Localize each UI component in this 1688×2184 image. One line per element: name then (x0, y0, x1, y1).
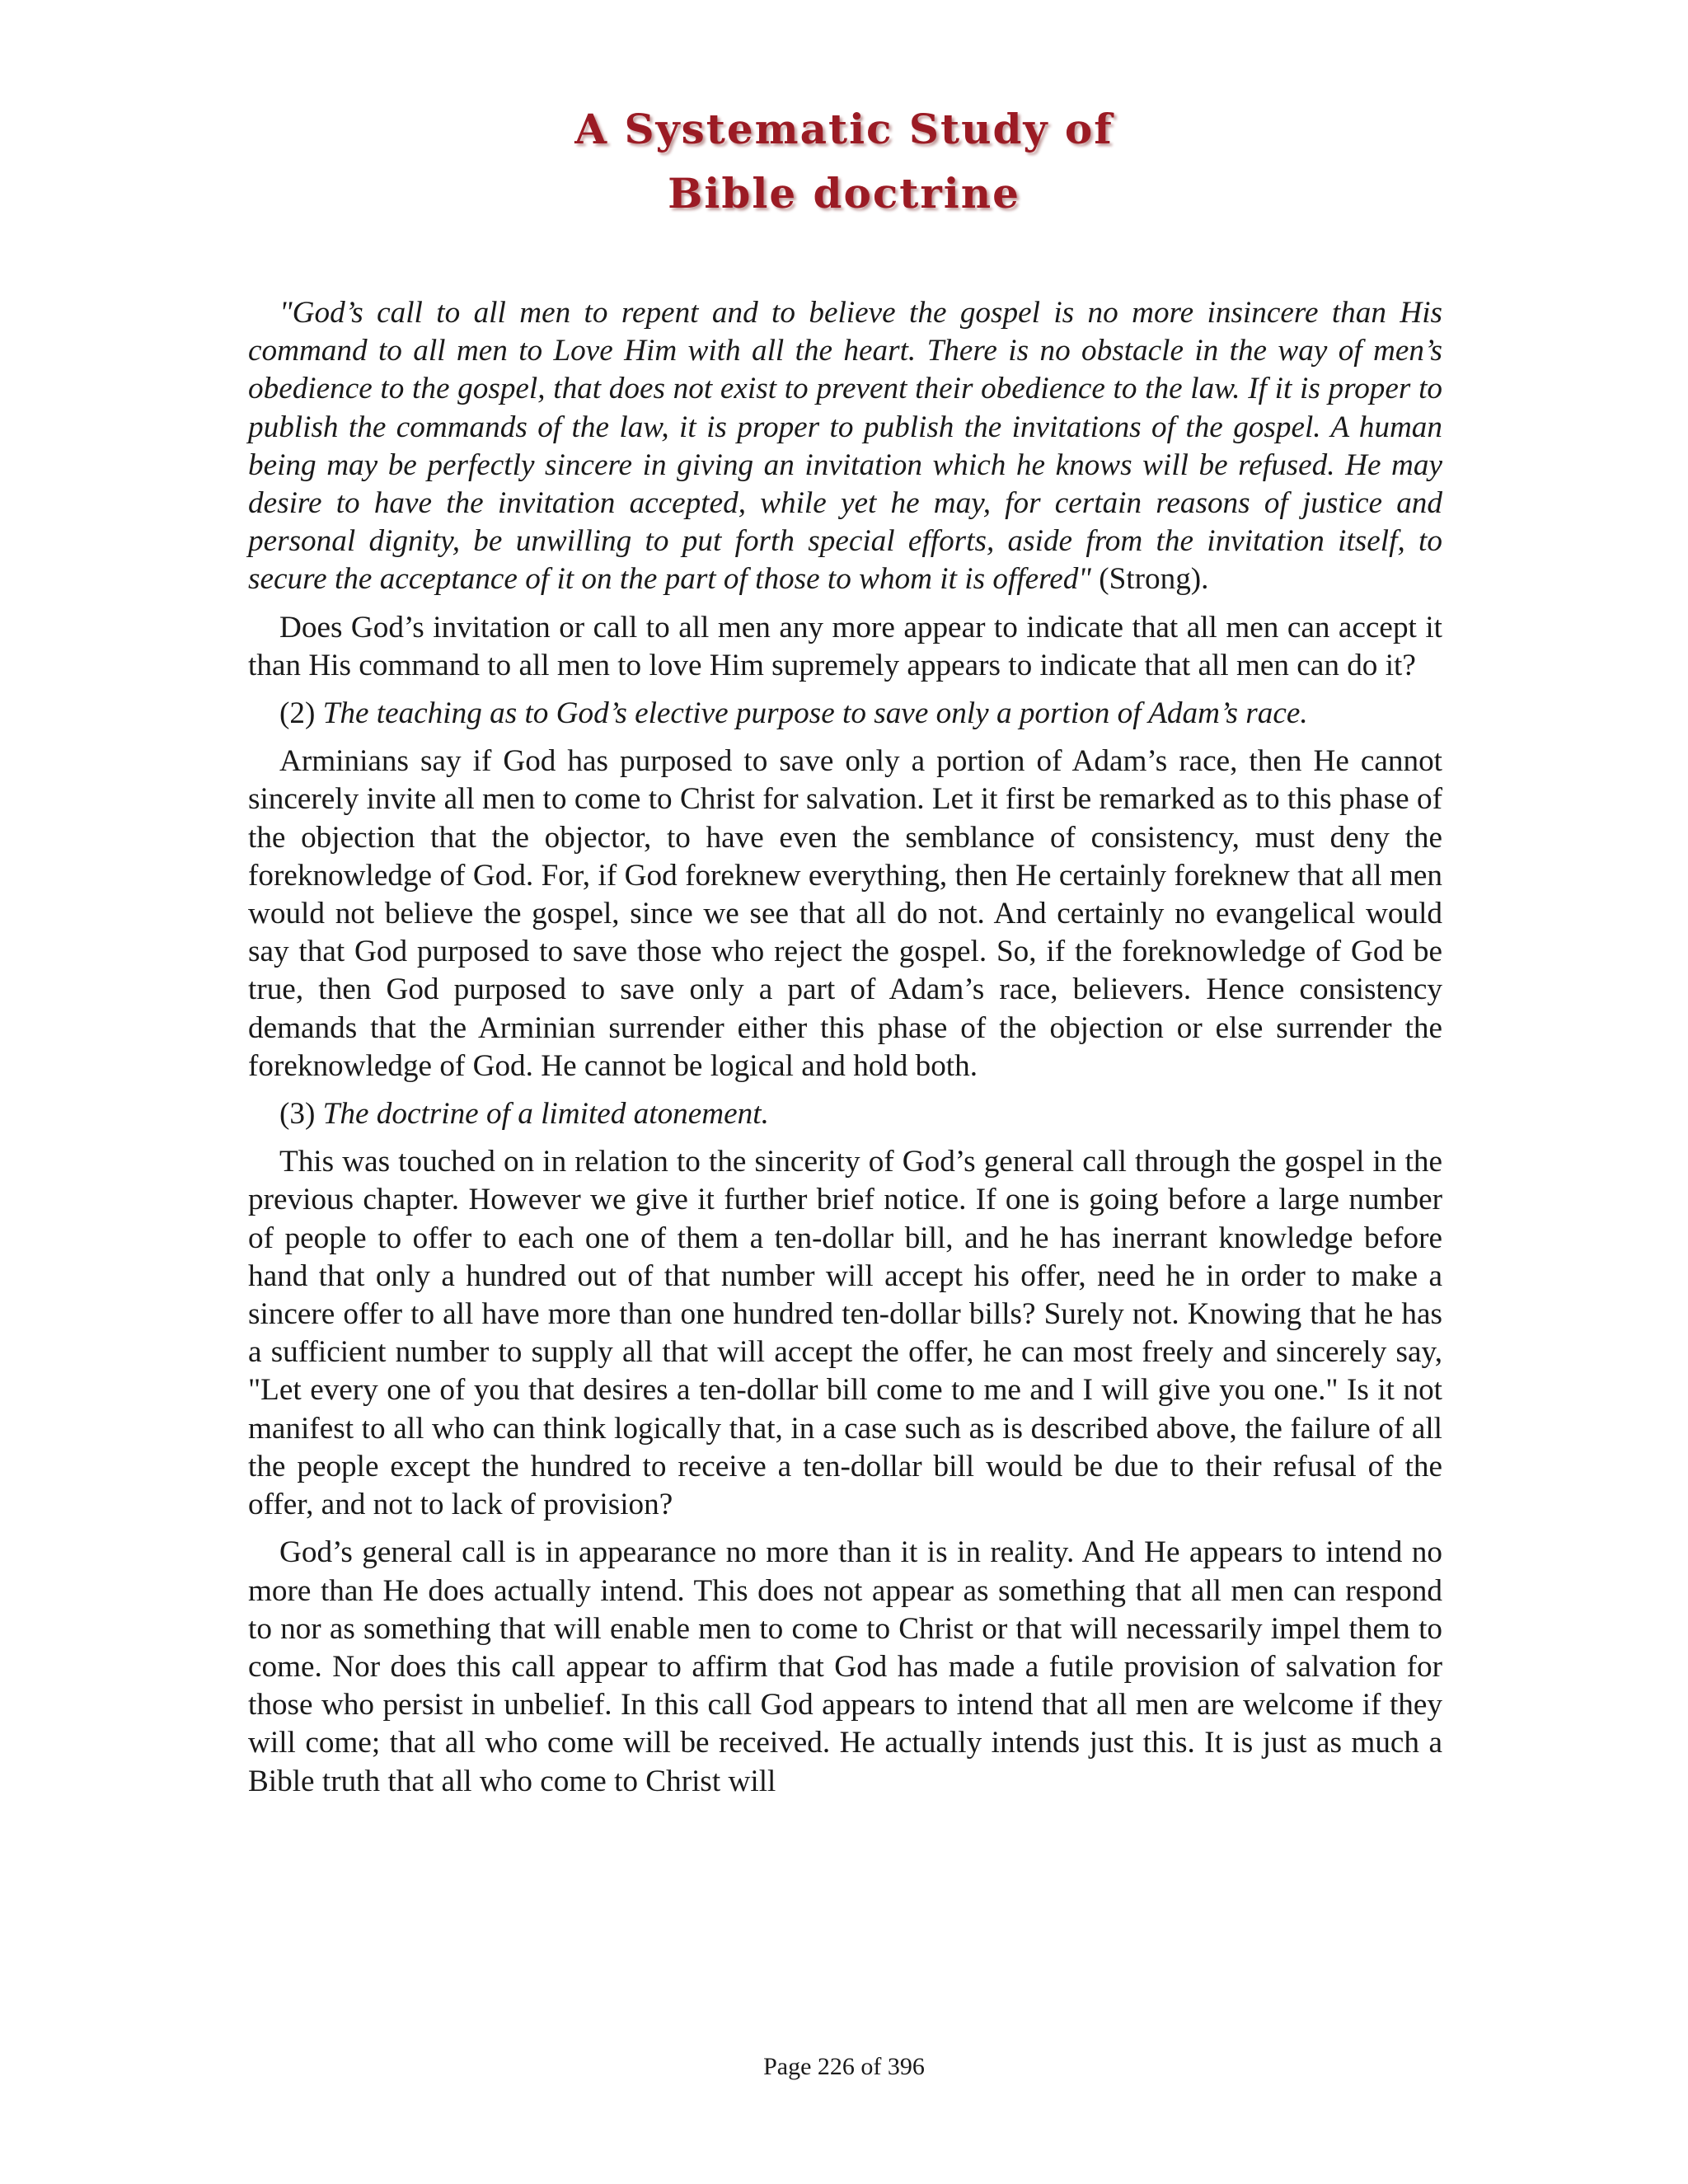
book-title-line-2: Bible doctrine (668, 169, 1020, 218)
point-2-heading-text: The teaching as to God’s elective purpose to save only a portion of Adam’s race. (322, 696, 1308, 731)
ten-dollar-bill-paragraph: This was touched on in relation to the sincerity of God’s general call through the gospel in the previous chapter. However we give it further brief notice. If one is going before a large number of people to offer to each one of them a ten-dollar bill, and he has inerrant knowledge before hand that only a hundred out of that number will accept his offer, need he in order to make a sincere offer to all have more than one hundred ten-dollar bills? Surely not. Knowing that he has a sufficient number to supply all that will accept the offer, he can most freely and sincerely say, "Let every one of you that desires a ten-dollar bill come to me and I will give you one." Is it not manifest to all who can think logically that, in a case such as is described above, the failure of all the people except the hundred to receive a ten-dollar bill would be due to their refusal of the offer, and not to lack of provision? (248, 1145, 1442, 1522)
strong-quote-text: "God’s call to all men to repent and to believe the gospel is no more insincere than His command to all men to Love Him with all the heart. There is no obstacle in the way of men’s obedience to the gospel, that does not exist to prevent their obedience to the law. If it is proper to publish the commands of the law, it is proper to publish the invitations of the gospel. A human being may be perfectly sincere in giving an invitation which he knows will be refused. He may desire to have the invitation accepted, while yet he may, for certain reasons of justice and personal dignity, be unwilling to put forth special efforts, aside from the invitation itself, to secure the acceptance of it on the part of those to whom it is offered" (248, 296, 1442, 597)
book-title-logo (0, 97, 1688, 226)
page-number: Page 226 of 396 (763, 2053, 925, 2080)
point-2-heading (248, 695, 1442, 733)
point-3-number: (3) (279, 1097, 323, 1132)
quote-citation: (Strong). (1090, 562, 1209, 597)
strong-quote-paragraph (248, 294, 1442, 599)
book-title-line-1: A Systematic Study of (574, 105, 1114, 153)
point-2-number: (2) (279, 696, 323, 731)
point-3-heading (248, 1095, 1442, 1133)
general-call-paragraph: God’s general call is in appearance no more than it is in reality. And He appears to intend no more than He does actually intend. This does not appear as something that all men can respond to nor as something that will enable men to come to Christ or that will necessarily impel them to come. Nor does this call appear to affirm that God has made a futile provision of salvation for those who persist in unbelief. In this call God appears to intend that all men are welcome if they will come; that all who come will be received. He actually intends just this. It is just as much a Bible truth that all who come to Christ will (248, 1535, 1442, 1798)
invitation-question-paragraph: Does God’s invitation or call to all men any more appear to indicate that all men can accept it than His command to all men to love Him supremely appears to indicate that all men can do it? (248, 610, 1442, 682)
arminian-objection-paragraph: Arminians say if God has purposed to save only a portion of Adam’s race, then He cannot sincerely invite all men to come to Christ for salvation. Let it first be remarked as to this phase of the objection that the objector, to have even the semblance of consistency, must deny the foreknowledge of God. For, if God foreknew everything, then He certainly foreknew that all men would not believe the gospel, since we see that all do not. And certainly no evangelical would say that God purposed to save those who reject the gospel. So, if the foreknowledge of God be true, then God purposed to save only a part of Adam’s race, believers. Hence consistency demands that the Arminian surrender either this phase of the objection or else surrender the foreknowledge of God. He cannot be logical and hold both. (248, 744, 1442, 1083)
page-body (248, 294, 1442, 1811)
point-3-heading-text: The doctrine of a limited atonement. (322, 1097, 769, 1132)
